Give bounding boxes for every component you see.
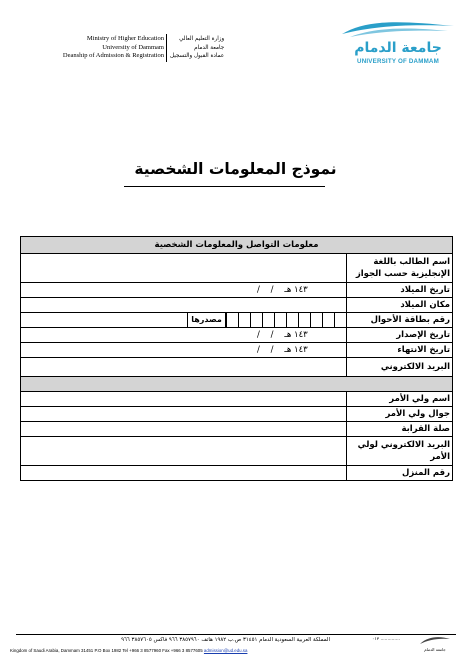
header-divider — [166, 34, 167, 62]
guardian-name-label: اسم ولي الأمر — [347, 392, 453, 407]
expiry-date-label: تاريخ الانتهاء — [347, 343, 453, 358]
id-digit-box[interactable] — [298, 313, 310, 327]
issue-date-input[interactable]: / / ١٤٣ هـ — [21, 328, 347, 343]
guardian-email-label: البريد الالكتروني لولي الأمر — [347, 437, 453, 466]
logo-waves-icon — [336, 18, 460, 42]
id-source-label: مصدرها — [187, 313, 226, 327]
email-input[interactable] — [21, 358, 347, 377]
guardian-relation-input[interactable] — [21, 422, 347, 437]
id-digit-box[interactable] — [238, 313, 250, 327]
university-logo — [336, 18, 460, 68]
english-name-label: اسم الطالب باللغة الإنجليزية حسب الجواز — [347, 254, 453, 283]
personal-info-table — [20, 236, 453, 481]
id-digit-box[interactable] — [250, 313, 262, 327]
email-label: البريد الالكتروني — [347, 358, 453, 377]
birth-date-input[interactable]: / / ١٤٣ هـ — [21, 283, 347, 298]
ministry-ar-line: وزارة التعليم العالي — [179, 36, 225, 42]
expiry-date-input[interactable]: / / ١٤٣ هـ — [21, 343, 347, 358]
id-digit-box[interactable] — [262, 313, 274, 327]
ministry-english-block — [63, 35, 164, 61]
footer-logo-icon — [416, 634, 454, 648]
guardian-mobile-input[interactable] — [21, 407, 347, 422]
id-digit-box[interactable] — [310, 313, 322, 327]
birth-date-label: تاريخ الميلاد — [347, 283, 453, 298]
footer-logo-text: جامعة الدمام — [424, 647, 446, 652]
ministry-en-line: Ministry of Higher Education — [86, 35, 164, 42]
id-digit-box[interactable] — [286, 313, 298, 327]
id-card-input[interactable] — [21, 313, 347, 328]
footer-arabic-address: المملكة العربية السعودية الدمام ٣١٤٥١ ص.ب ١٩٨٢ هاتف ٣٨٥٧٩٦٠ ٩٦٦ فاكس ٣٨٥٧٦٠٥ ٩٦٦ — [121, 637, 330, 643]
ministry-arabic-block — [170, 35, 224, 61]
footer-code: ٠١٣ .............. — [372, 637, 401, 642]
ministry-en-line: Deanship of Admission & Registration — [62, 52, 164, 60]
ministry-en-line: University of Dammam — [102, 43, 164, 51]
guardian-relation-label: صلة القرابة — [347, 422, 453, 437]
birth-place-label: مكان الميلاد — [347, 298, 453, 313]
logo-english-text: UNIVERSITY OF DAMMAM — [357, 58, 439, 65]
footer-english-address — [10, 648, 330, 653]
guardian-email-input[interactable] — [21, 437, 347, 466]
footer-divider — [16, 634, 456, 635]
birth-place-input[interactable] — [21, 298, 347, 313]
title-underline — [124, 186, 325, 187]
english-name-input[interactable] — [21, 254, 347, 283]
id-digit-box[interactable] — [226, 313, 238, 327]
id-digit-box[interactable] — [322, 313, 334, 327]
home-phone-label: رقم المنزل — [347, 466, 453, 481]
id-source-input[interactable] — [21, 313, 187, 327]
footer-email-link[interactable]: admission@ud.edu.sa — [203, 648, 248, 653]
id-digit-box[interactable] — [334, 313, 346, 327]
section-header: معلومات التواصل والمعلومات الشخصية — [21, 237, 453, 254]
logo-arabic-text: جامعة الدمام — [354, 40, 442, 56]
id-card-label: رقم بطاقة الأحوال — [347, 313, 453, 328]
form-title: نموذج المعلومات الشخصية — [134, 160, 337, 178]
home-phone-input[interactable] — [21, 466, 347, 481]
ministry-ar-line: جامعة الدمام — [194, 44, 225, 51]
ministry-ar-line: عمادة القبول والتسجيل — [170, 53, 225, 60]
id-digit-box[interactable] — [274, 313, 286, 327]
id-card-grid — [21, 313, 346, 327]
guardian-mobile-label: جوال ولي الأمر — [347, 407, 453, 422]
section-separator — [21, 377, 453, 392]
footer-english-text: Kingdom of Saudi Arabia, Dammam 31451 P.O Box 1982 Tel +966 3 8577960 Fax +966 3 8577605 — [10, 648, 203, 653]
guardian-name-input[interactable] — [21, 392, 347, 407]
issue-date-label: تاريخ الإصدار — [347, 328, 453, 343]
